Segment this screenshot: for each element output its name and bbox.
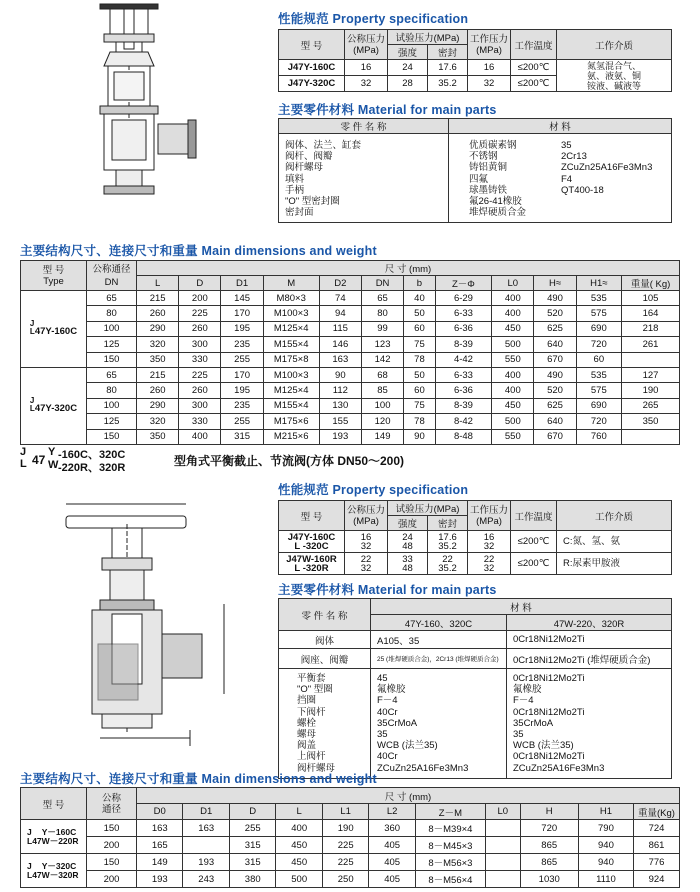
column-header: Z－Φ xyxy=(435,276,491,291)
list-item: F－4 xyxy=(377,695,398,707)
table-row: J47Y-160C L -320C 16 32 24 48 17.6 35.2 16 32 ≤200℃ C:氮、氢、氨 xyxy=(279,531,672,553)
materials-col-a xyxy=(469,140,561,218)
column-header: L0 xyxy=(485,804,520,820)
list-item: 平衡套 xyxy=(297,673,326,684)
table-row: 200 193 243 380 500 250 405 8－M56×4 1030 1110 924 xyxy=(21,871,680,888)
list-item: 35 xyxy=(377,729,388,741)
col-test-pressure: 试验压力(MPa) xyxy=(388,30,468,45)
table-row: 80 260 260 195 M125×4 112 85 60 6-36 400 520 575 190 xyxy=(21,383,680,398)
list-item: 螺栓 xyxy=(297,717,317,729)
property-spec-table-2: 型 号 公称压力 (MPa) 试验压力(MPa) 工作压力 (MPa) 工作温度 工作介质 强度 密封 J47Y-160C L -320C 16 32 24 48 17.6 35.2 16 32 ≤200℃ C:氮、氢、氨 J47W-160R L -320R 22 32 33 48 22 35.2 22 32 ≤200℃ R:尿素甲胺液 xyxy=(278,500,672,575)
table-row: J L47Y-160C 65 215 200 145 M80×3 74 65 40 6-29 400 490 535 105 xyxy=(21,291,680,306)
table-row: 150 350 330 255 M175×8 163 142 78 4-42 550 670 60 xyxy=(21,352,680,367)
property-spec-title-1: 性能规范 Property specification xyxy=(278,12,469,26)
list-item: "O" 型密封圈 xyxy=(285,196,340,208)
list-item: 35 xyxy=(561,140,572,151)
list-item: 螺母 xyxy=(297,729,317,741)
column-header: D xyxy=(229,804,275,820)
list-item: 手柄 xyxy=(285,184,305,196)
column-header: 重量( Kg) xyxy=(622,276,680,291)
list-item: 挡圈 xyxy=(297,695,317,707)
dimensions-title-1: 主要结构尺寸、连接尺寸和重量 Main dimensions and weight xyxy=(20,244,377,258)
column-header: H≈ xyxy=(534,276,576,291)
list-item: WCB (法兰35) xyxy=(513,740,574,752)
column-header: D xyxy=(179,276,221,291)
section2-heading: J L 47 Y W -160C、320C -220R、320R 型角式平衡截止、节流阀(方体 DN50～200) xyxy=(20,446,405,474)
list-item: 45 xyxy=(377,673,388,684)
property-spec-title-2: 性能规范 Property specification xyxy=(278,483,469,497)
list-item: F4 xyxy=(561,173,573,185)
column-header: b xyxy=(404,276,436,291)
list-item: F－4 xyxy=(513,695,534,707)
table-row: 80 260 225 170 M100×3 94 80 50 6-33 400 520 575 164 xyxy=(21,306,680,321)
table-row: 125 320 330 255 M175×6 155 120 78 8-42 500 640 720 350 xyxy=(21,414,680,429)
property-spec-table-1: 型 号 公称压力 (MPa) 试验压力(MPa) 工作压力 (MPa) 工作温度 工作介质 强度 密封 J47Y-160C 16 24 17.6 16 ≤200℃ 氮氢混合气、 氨、液氨、铜 铵液、碱液等 J47Y-320C 32 28 35.2 32 ≤200℃ xyxy=(278,29,672,92)
list-item: 氟橡胶 xyxy=(377,684,406,696)
list-item: 上阀杆 xyxy=(297,751,326,763)
list-item: ZCuZn25A16Fe3Mn3 xyxy=(561,162,653,174)
list-item: 0Cr18Ni12Mo2Ti xyxy=(513,673,585,684)
table-row: 125 320 300 235 M155×4 146 123 75 8-39 500 640 720 261 xyxy=(21,337,680,352)
column-header: H xyxy=(520,804,578,820)
materials-col-a xyxy=(377,673,504,774)
list-item: WCB (法兰35) xyxy=(377,740,438,752)
list-item: 氟26-41橡胶 xyxy=(469,196,522,208)
col-temp: 工作温度 xyxy=(511,30,557,60)
list-item: 堆焊硬质合金 xyxy=(469,207,527,219)
model-cell: J Y－160C L47W－220R xyxy=(21,820,87,854)
parts-list xyxy=(285,140,446,218)
column-header: D1 xyxy=(183,804,229,820)
dimensions-table-2: 型 号 公称 通径 尺 寸 (mm) D0 D1 D L L1 L2 Z－M L0 H H1 重量(Kg) J Y－160C L47W－220R 150 163 163 255 400 190 360 8－M39×4 720 790 724 200 165 315 450 225 405 8－M45×3 865 940 861 J Y－320C L47W－320R 150 149 193 315 450 225 405 8－M56×3 865 940 776 200 193 243 380 500 250 405 8－M56×4 1030 1110 924 xyxy=(20,787,680,888)
dimensions-table-1: 型 号 Type 公称通径 尺 寸 (mm) DN L D D1 M D2 DN b Z－Φ L0 H≈ H1≈ 重量( Kg) J L47Y-160C 65 215 200 145 M80×3 74 65 40 6-29 400 490 535 105 80 260 225 170 M100×3 94 80 50 6-33 400 520 575 164 100 290 260 195 M125×4 115 99 60 6-36 450 625 690 218 125 320 300 235 M155×4 146 123 75 8-39 500 640 720 261 150 350 330 255 M175×8 163 142 78 4-42 550 670 60 J L47Y-320C 65 215 225 170 M100×3 90 68 50 6-33 400 490 535 127 80 260 260 195 M125×4 112 85 60 6-36 400 520 575 190 100 290 300 235 M155×4 130 100 75 8-39 450 625 690 265 125 320 330 255 M175×6 155 120 78 8-42 500 640 720 350 150 350 400 315 M215×6 193 149 90 8-48 550 670 760 xyxy=(20,260,680,445)
column-header: L1 xyxy=(322,804,368,820)
materials-col-b xyxy=(513,673,669,774)
list-item: 填料 xyxy=(285,173,305,185)
table-row: J L47Y-320C 65 215 225 170 M100×3 90 68 50 6-33 400 490 535 127 xyxy=(21,367,680,382)
list-item: 35CrMoA xyxy=(513,717,554,729)
parts-list xyxy=(297,673,368,774)
list-item: 40Cr xyxy=(377,706,398,718)
column-header: M xyxy=(263,276,319,291)
materials-col-b xyxy=(561,140,652,218)
list-item: 40Cr xyxy=(377,751,398,763)
column-header: DN xyxy=(361,276,403,291)
material-table-2: 零 件 名 称 材 料 47Y-160、320C 47W-220、320R 阀体 A105、35 0Cr18Ni12Mo2Ti 阀座、阀瓣 25 (堆焊硬质合金)，2Cr13 (堆焊硬质合金) 0Cr18Ni12Mo2Ti (堆焊硬质合金) 平衡套 "O" 型圈 挡圈 下阀杆 螺栓 螺母 阀盖 上阀杆 阀杆螺母 45 氟橡胶 F－4 40Cr 35CrMoA 35 WCB (法兰35) 40Cr ZCuZn25A16Fe3Mn3 0Cr18Ni12Mo2Ti 氟橡胶 F－4 0Cr18Ni12Mo2Ti 35CrMoA 35 WCB (法兰35) 0Cr18Ni12Mo2Ti ZCuZn25A16Fe3Mn3 xyxy=(278,598,672,779)
column-header: D1 xyxy=(221,276,263,291)
list-item: 不锈钢 xyxy=(469,151,498,163)
list-item: 0Cr18Ni12Mo2Ti xyxy=(513,751,585,763)
valve-drawing-top xyxy=(60,0,200,200)
list-item: 35 xyxy=(513,729,524,741)
column-header: L2 xyxy=(369,804,415,820)
table-row: J Y－160C L47W－220R 150 163 163 255 400 190 360 8－M39×4 720 790 724 xyxy=(21,820,680,837)
list-item: 35CrMoA xyxy=(377,717,418,729)
column-header: L0 xyxy=(492,276,534,291)
model-cell: J L47Y-320C xyxy=(21,367,87,444)
table-row: 100 290 260 195 M125×4 115 99 60 6-36 450 625 690 218 xyxy=(21,321,680,336)
material-title-1: 主要零件材料 Material for main parts xyxy=(278,103,497,117)
material-title-2: 主要零件材料 Material for main parts xyxy=(278,583,497,597)
list-item: 球墨铸铁 xyxy=(469,184,508,196)
valve-drawing-section2 xyxy=(40,494,240,748)
list-item: 铸铝黄铜 xyxy=(469,162,508,174)
table-row: J47Y-160C 16 24 17.6 16 ≤200℃ 氮氢混合气、 氨、液氨、铜 铵液、碱液等 xyxy=(279,60,672,76)
list-item: 阀杆螺母 xyxy=(297,762,336,774)
column-header: L xyxy=(137,276,179,291)
column-header: H1≈ xyxy=(576,276,621,291)
list-item: ZCuZn25A16Fe3Mn3 xyxy=(377,762,469,774)
list-item: ZCuZn25A16Fe3Mn3 xyxy=(513,762,605,774)
column-header: D0 xyxy=(137,804,183,820)
table-row: J47Y-320C 32 28 35.2 32 ≤200℃ xyxy=(279,76,672,92)
list-item: 阀杆、阀瓣 xyxy=(285,151,333,163)
table-row: 200 165 315 450 225 405 8－M45×3 865 940 861 xyxy=(21,837,680,854)
column-header: 重量(Kg) xyxy=(634,804,680,820)
list-item: 0Cr18Ni12Mo2Ti xyxy=(513,706,585,718)
list-item: 2Cr13 xyxy=(561,151,587,163)
list-item: 阀杆螺母 xyxy=(285,162,324,174)
column-header: L xyxy=(276,804,322,820)
column-header: H1 xyxy=(578,804,633,820)
list-item: 四氟 xyxy=(469,173,489,185)
list-item: 阀体、法兰、缸套 xyxy=(285,140,362,151)
col-medium: 工作介质 xyxy=(557,30,672,60)
column-header: Z－M xyxy=(415,804,485,820)
table-row: 100 290 300 235 M155×4 130 100 75 8-39 450 625 690 265 xyxy=(21,398,680,413)
list-item: 阀盖 xyxy=(297,740,317,752)
column-header: D2 xyxy=(319,276,361,291)
dimensions-title-2: 主要结构尺寸、连接尺寸和重量 Main dimensions and weight xyxy=(20,772,377,786)
list-item: 下阀杆 xyxy=(297,706,326,718)
model-cell: J L47Y-160C xyxy=(21,291,87,368)
list-item: QT400-18 xyxy=(561,184,604,196)
table-row: J47W-160R L -320R 22 32 33 48 22 35.2 22 32 ≤200℃ R:尿素甲胺液 xyxy=(279,553,672,575)
model-cell: J Y－320C L47W－320R xyxy=(21,854,87,888)
list-item: 氟橡胶 xyxy=(513,684,542,696)
col-model: 型 号 xyxy=(279,30,345,60)
list-item: "O" 型圈 xyxy=(297,684,333,696)
list-item: 密封面 xyxy=(285,207,314,219)
table-row: J Y－320C L47W－320R 150 149 193 315 450 225 405 8－M56×3 865 940 776 xyxy=(21,854,680,871)
list-item: 优质碳素钢 xyxy=(469,140,517,151)
material-table-1: 零 件 名 称 材 料 阀体、法兰、缸套 阀杆、阀瓣 阀杆螺母 填料 手柄 "O" 型密封圈 密封面 优质碳素钢 不锈钢 铸铝黄铜 四氟 球墨铸铁 氟26-41橡胶 堆焊硬质合金 35 2Cr13 ZCuZn25A16Fe3Mn3 F4 QT400-18 xyxy=(278,118,672,223)
table-row: 150 350 400 315 M215×6 193 149 90 8-48 550 670 760 xyxy=(21,429,680,444)
